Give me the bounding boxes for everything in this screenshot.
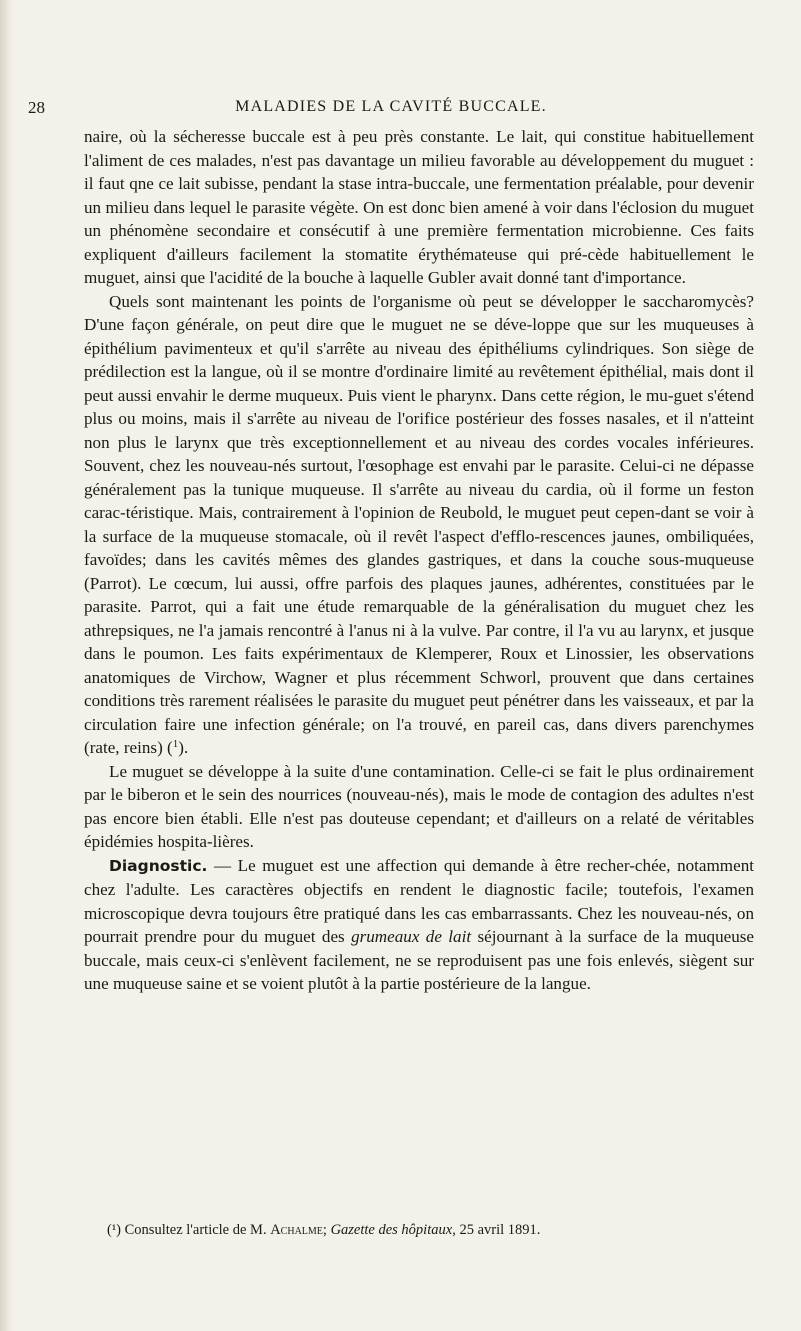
footnote-text-a: Consultez l'article de M. (121, 1222, 271, 1238)
section-heading-diagnostic: Diagnostic. (109, 856, 208, 875)
paragraph-2-end: ). (178, 738, 189, 757)
paragraph-2-text: Quels sont maintenant les points de l'organisme où peut se développer le saccharomycès? D'une façon générale, on peut dire que le muguet ne se déve-loppe que sur les muqueuses à épithélium pavimenteux et qu'il s'arrête au niveau des épithéliums cylindriques. Son siège de prédilection est la langue, où il se montre d'ordinaire limité au revêtement épithélial, mais dont il peut aussi envahir le derme muqueux. Puis vient le pharynx. Dans cette région, le mu-guet s'étend plus ou moins, mais il s'arrête au niveau de l'orifice postérieur des fosses nasales, et il n'atteint non plus le larynx que très exceptionnellement et au niveau des cordes vocales inférieures. Souvent, chez les nouveau-nés surtout, l'œsophage est envahi par le parasite. Celui-ci ne dépasse généralement pas la tunique muqueuse. Il s'arrête au niveau du cardia, où il forme un feston carac-téristique. Mais, contrairement à l'opinion de Reubold, le muguet peut cepen-dant se voir à la surface de la muqueuse stomacale, où il revêt l'aspect d'efflo-rescences jaunes, ombiliquées, favoïdes; dans les cavités mêmes des glandes gastriques, et dans la couche sous-muqueuse (Parrot). Le cœcum, lui aussi, offre parfois des plaques jaunes, adhérentes, constituées par le parasite. Parrot, qui a fait une étude remarquable de la généralisation du muguet chez les athrepsiques, ne l'a jamais rencontré à l'anus ni à la vulve. Par contre, il l'a vu au larynx, et jusque dans le poumon. Les faits expérimentaux de Klemperer, Roux et Linossier, les observations anatomiques de Virchow, Wagner et plus récemment Schworl, prouvent que dans certaines conditions très rarement réalisées le parasite du muguet peut pénétrer dans les vaisseaux, et par la circulation faire une infection générale; on l'a trouvé, en pareil cas, dans divers parenchymes (rate, reins) ( (84, 291, 754, 757)
paragraph-3: Le muguet se développe à la suite d'une contamination. Celle-ci se fait le plus ordinairement par le biberon et le sein des nourrices (nouveau-nés), mais le mode de contagion des adultes n'est pas encore bien établi. Elle n'est pas douteuse cependant; et d'ailleurs on a relaté de véritables épidémies hospita-lières. (84, 761, 754, 851)
paragraph-2 (84, 290, 754, 760)
paragraph-4-text-b: séjournant à la surface de la muqueuse buccale, mais ceux-ci s'enlèvent facilement, ne se reproduisent pas une fois enlevés, siègent sur une muqueuse saine et se voient plutôt à la partie postérieure de la langue. (84, 927, 754, 993)
paragraph-1: naire, où la sécheresse buccale est à peu près constante. Le lait, qui constitue habituellement l'aliment de ces malades, n'est pas davantage un milieu favorable au développement du muguet : il faut qne ce lait subisse, pendant la stase intra-buccale, une fermentation préalable, pour devenir un milieu dans lequel le parasite végète. On est donc bien amené à voir dans l'éclosion du muguet un phénomène secondaire et consécutif à une première fermentation microbienne. Ces faits expliquent d'ailleurs facilement la stomatite érythémateuse qui pré-cède habituellement le muguet, ainsi que l'acidité de la bouche à laquelle Gubler avait donné tant d'importance. (84, 127, 754, 287)
footnote-author: Achalme (270, 1222, 323, 1238)
footnote (107, 1221, 757, 1240)
paragraph-4-text-a: — Le muguet est une affection qui demande à être recher-chée, notamment chez l'adulte. Les caractères objectifs en rendent le diagnostic facile; toutefois, l'examen microscopique devra toujours être pratiqué dans les cas embarrassants. Chez les nouveau-nés, on pourrait prendre pour du muguet des (84, 855, 754, 946)
footnote-journal: Gazette des hôpitaux (330, 1222, 453, 1238)
footnote-ref[interactable]: 1 (172, 738, 179, 750)
body-text (84, 125, 754, 996)
page-edge-shadow (0, 0, 14, 1331)
paragraph-4-emphasis: grumeaux de lait (351, 927, 472, 946)
page-number: 28 (28, 98, 45, 117)
footnote-mark: (¹) (107, 1222, 122, 1238)
running-head: MALADIES DE LA CAVITÉ BUCCALE. (235, 98, 547, 115)
page-header (28, 98, 754, 120)
footnote-text-c: , 25 avril 1891. (452, 1222, 541, 1238)
paragraph-4 (84, 854, 754, 996)
footnote-text-b: ; (322, 1222, 331, 1238)
